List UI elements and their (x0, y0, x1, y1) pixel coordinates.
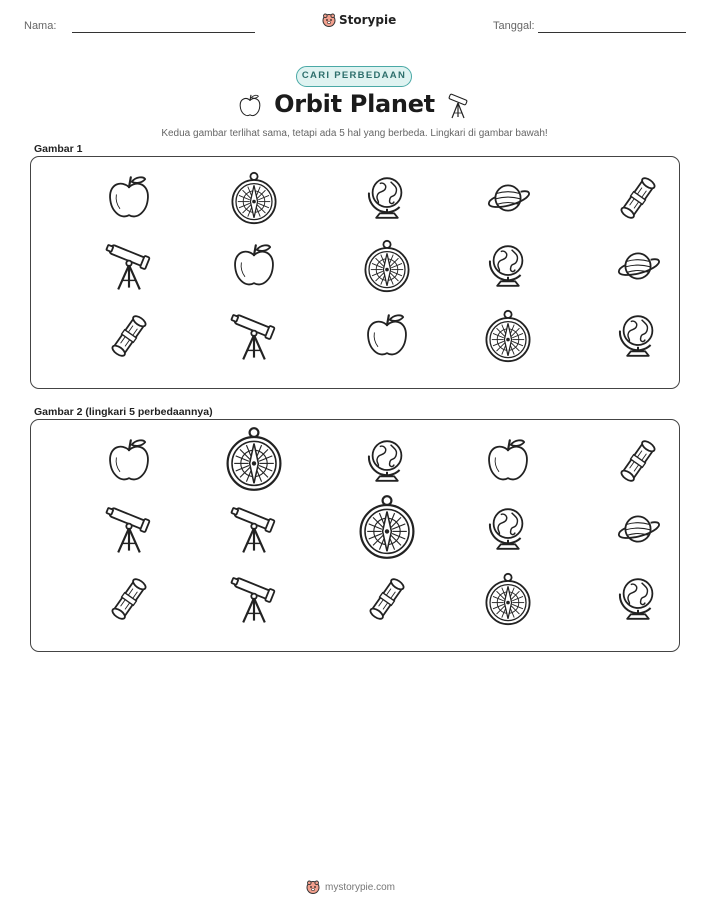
compass-drawing (481, 572, 535, 626)
globe-icon[interactable] (360, 171, 414, 225)
mascot-icon (322, 13, 336, 27)
compass-drawing (481, 309, 535, 363)
scroll-icon[interactable] (360, 572, 414, 626)
globe-icon[interactable] (360, 434, 414, 488)
picture-1-panel[interactable] (30, 156, 680, 389)
telescope-icon[interactable] (227, 572, 281, 626)
scroll-icon[interactable] (611, 434, 665, 488)
telescope-icon (443, 89, 473, 121)
planet-drawing (611, 502, 665, 556)
scroll-icon[interactable] (611, 171, 665, 225)
compass-icon[interactable] (481, 572, 535, 626)
planet-drawing (481, 171, 535, 225)
page-title: Orbit Planet (274, 90, 435, 118)
globe-drawing (481, 239, 535, 293)
compass-large-icon[interactable] (354, 494, 420, 560)
apple-icon[interactable] (102, 434, 156, 488)
footer-url: mystorypie.com (325, 881, 396, 893)
globe-icon[interactable] (611, 309, 665, 363)
globe-drawing (611, 309, 665, 363)
brand-logo (322, 13, 396, 27)
scroll-drawing (611, 171, 665, 225)
apple-icon[interactable] (102, 171, 156, 225)
telescope-drawing (102, 239, 156, 293)
compass-large-icon[interactable] (221, 426, 287, 492)
compass-icon[interactable] (481, 309, 535, 363)
date-label: Tanggal: (493, 20, 535, 32)
apple-drawing (360, 309, 414, 363)
brand-name: Storypie (339, 13, 397, 27)
compass-icon[interactable] (227, 171, 281, 225)
footer (306, 880, 395, 894)
scroll-drawing (360, 572, 414, 626)
apple-drawing (481, 434, 535, 488)
telescope-icon[interactable] (227, 502, 281, 556)
telescope-drawing (227, 309, 281, 363)
telescope-icon[interactable] (102, 239, 156, 293)
picture-2-label: Gambar 2 (lingkari 5 perbedaannya) (34, 406, 213, 418)
telescope-icon[interactable] (227, 309, 281, 363)
compass-large-drawing (354, 494, 420, 560)
date-field[interactable] (538, 32, 686, 33)
telescope-drawing (102, 502, 156, 556)
compass-drawing (360, 239, 414, 293)
picture-1-label: Gambar 1 (34, 143, 83, 155)
globe-drawing (360, 171, 414, 225)
globe-icon[interactable] (611, 572, 665, 626)
planet-drawing (611, 239, 665, 293)
globe-drawing (360, 434, 414, 488)
scroll-drawing (102, 572, 156, 626)
apple-drawing (102, 434, 156, 488)
instructions: Kedua gambar terlihat sama, tetapi ada 5 hal yang berbeda. Lingkari di gambar bawah! (161, 128, 548, 139)
scroll-icon[interactable] (102, 309, 156, 363)
mascot-icon (306, 880, 320, 894)
apple-drawing (227, 239, 281, 293)
scroll-drawing (611, 434, 665, 488)
globe-icon[interactable] (481, 502, 535, 556)
activity-badge: CARI PERBEDAAN (296, 66, 412, 87)
picture-2-panel[interactable] (30, 419, 680, 652)
name-label: Nama: (24, 20, 57, 32)
planet-icon[interactable] (611, 239, 665, 293)
apple-icon[interactable] (360, 309, 414, 363)
apple-icon[interactable] (227, 239, 281, 293)
globe-icon[interactable] (481, 239, 535, 293)
scroll-icon[interactable] (102, 572, 156, 626)
planet-icon[interactable] (611, 502, 665, 556)
compass-drawing (227, 171, 281, 225)
name-field[interactable] (72, 32, 255, 33)
globe-drawing (611, 572, 665, 626)
compass-large-drawing (221, 426, 287, 492)
planet-icon[interactable] (481, 171, 535, 225)
telescope-drawing (227, 572, 281, 626)
telescope-drawing (227, 502, 281, 556)
apple-icon[interactable] (481, 434, 535, 488)
telescope-icon[interactable] (102, 502, 156, 556)
apple-drawing (102, 171, 156, 225)
scroll-drawing (102, 309, 156, 363)
compass-icon[interactable] (360, 239, 414, 293)
globe-drawing (481, 502, 535, 556)
